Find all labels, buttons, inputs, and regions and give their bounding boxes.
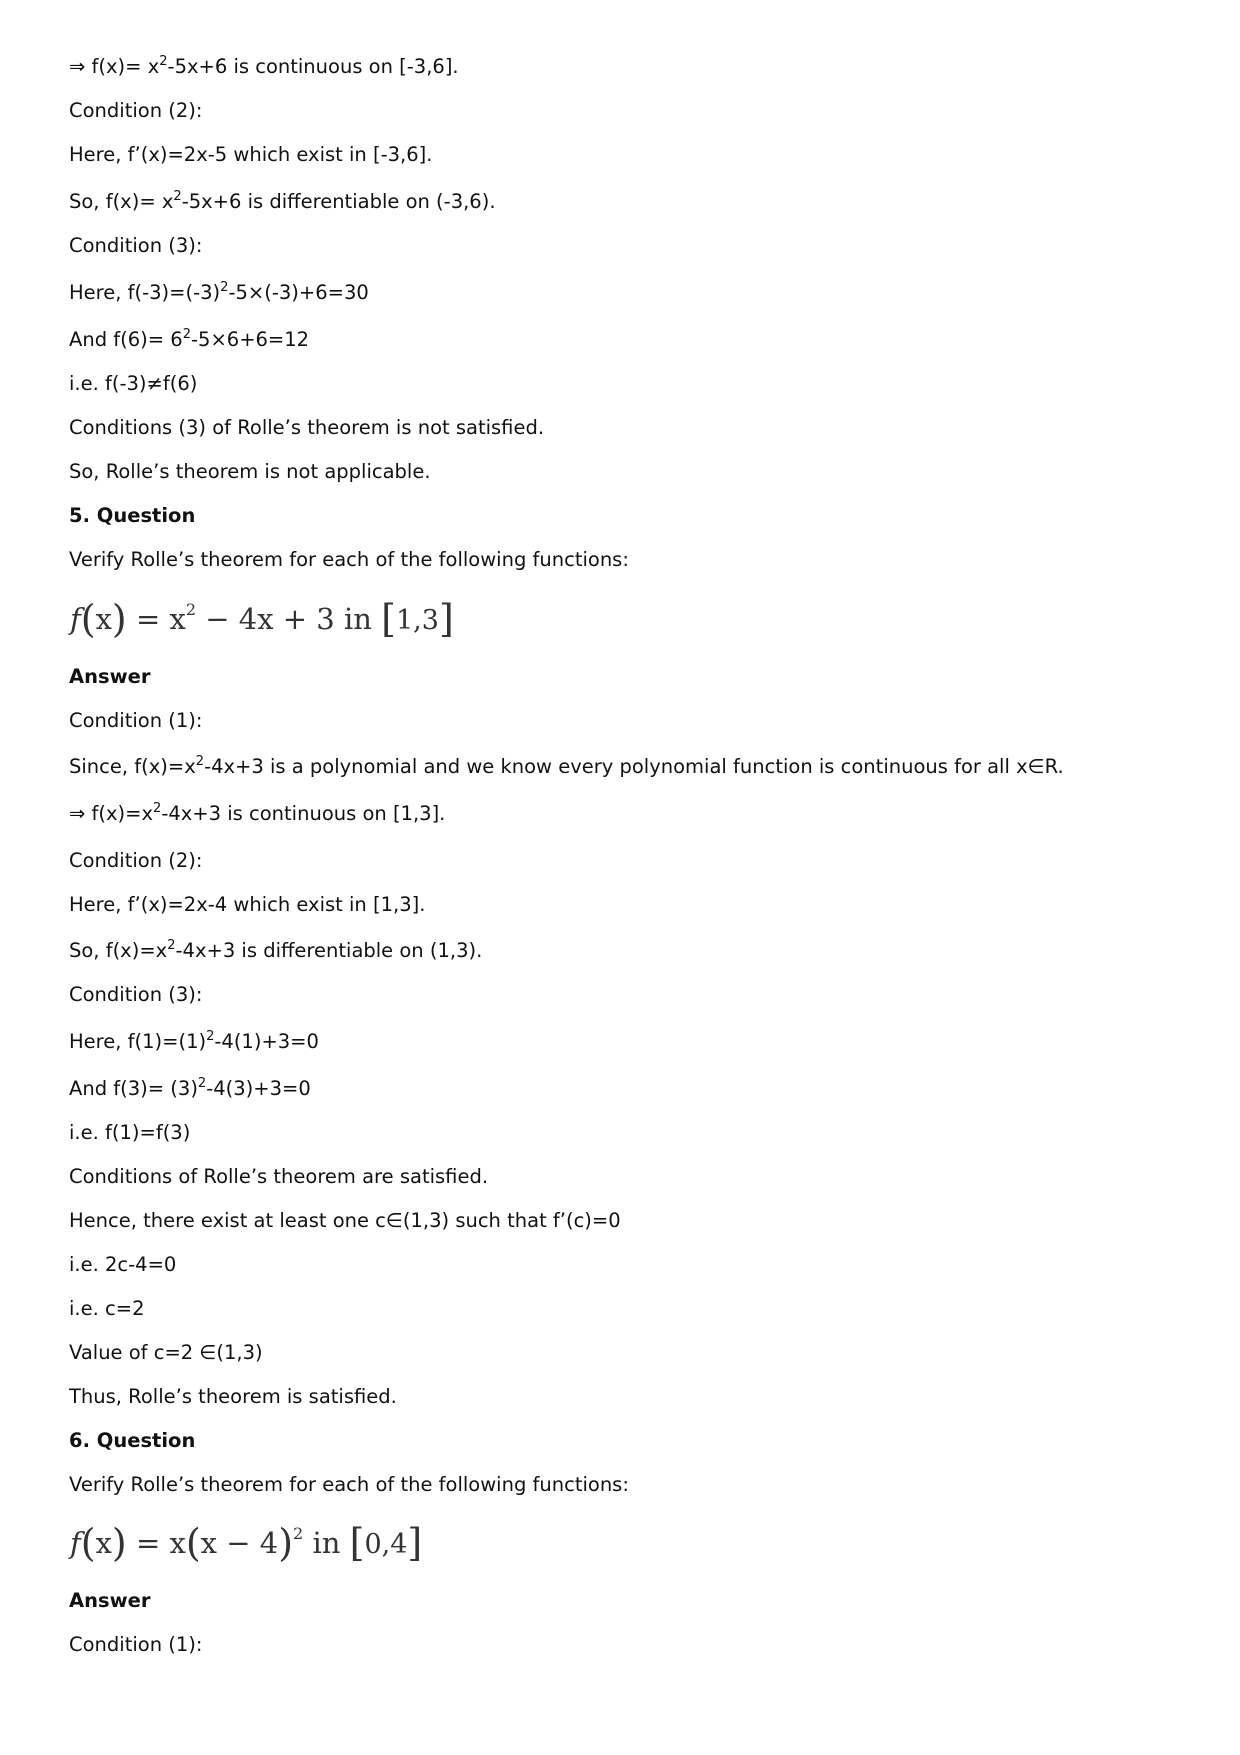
text-line: ⇒ $f(x)= x^2-5x+6$ is continuous on [-3,6].: [69, 54, 459, 78]
text-line: i.e. 2c-4=0: [69, 1253, 177, 1276]
text-line: Value of c=2 ∈(1,3): [69, 1341, 263, 1364]
text-line: Verify Rolle’s theorem for each of the following functions:: [69, 1473, 629, 1496]
text-line: So, Rolle’s theorem is not applicable.: [69, 460, 431, 483]
text-line: Condition (2):: [69, 849, 203, 872]
question-heading: 5. Question: [69, 504, 196, 527]
text-line: Here, f’(x)=2x-5 which exist in [-3,6].: [69, 143, 433, 166]
text-line: i.e. c=2: [69, 1297, 145, 1320]
answer-heading: Answer: [69, 1589, 151, 1612]
text-line: Conditions (3) of Rolle’s theorem is not satisfied.: [69, 416, 545, 439]
text-line: And $f(6)= 6^2-5\times 6+6=12$: [69, 327, 310, 351]
text-line: So, $f(x)= x^2-5x+6$ is differentiable on (-3,6).: [69, 189, 496, 213]
text-line: i.e. f(1)=f(3): [69, 1121, 191, 1144]
text-line: Here, $f(-3)=(-3)^2-5\times(-3)+6=30$: [69, 280, 369, 304]
text-line: Condition (3):: [69, 234, 203, 257]
answer-heading: Answer: [69, 665, 151, 688]
text-line: Verify Rolle’s theorem for each of the following functions:: [69, 548, 629, 571]
text-line: Hence, there exist at least one c∈(1,3) such that f’(c)=0: [69, 1209, 621, 1232]
text-line: Condition (2):: [69, 99, 203, 122]
text-line: Thus, Rolle’s theorem is satisfied.: [69, 1385, 397, 1408]
formula-q6: $f(x) = x(x - 4)^2$ in [0,4]: [70, 1521, 423, 1565]
text-line: i.e. f(-3)≠f(6): [69, 372, 198, 395]
text-line: Condition (3):: [69, 983, 203, 1006]
text-line: Condition (1):: [69, 1633, 203, 1656]
text-line: Here, $f(1)=(1)^2-4(1)+3=0$: [69, 1029, 319, 1053]
text-line: ⇒ $f(x)=x^2-4x+3$ is continuous on [1,3].: [69, 801, 446, 825]
formula-q5: $f(x) = x^2 - 4x + 3$ in [1,3]: [70, 597, 454, 641]
question-heading: 6. Question: [69, 1429, 196, 1452]
text-line: Conditions of Rolle’s theorem are satisfied.: [69, 1165, 489, 1188]
text-line: So, $f(x)=x^2-4x+3$ is differentiable on (1,3).: [69, 938, 483, 962]
text-line: Here, f’(x)=2x-4 which exist in [1,3].: [69, 893, 426, 916]
text-line: And $f(3)= (3)^2-4(3)+3=0$: [69, 1076, 311, 1100]
text-line: Since, $f(x)=x^2-4x+3$ is a polynomial and we know every polynomial function is continuous for all x∈R.: [69, 754, 1064, 778]
text-line: Condition (1):: [69, 709, 203, 732]
